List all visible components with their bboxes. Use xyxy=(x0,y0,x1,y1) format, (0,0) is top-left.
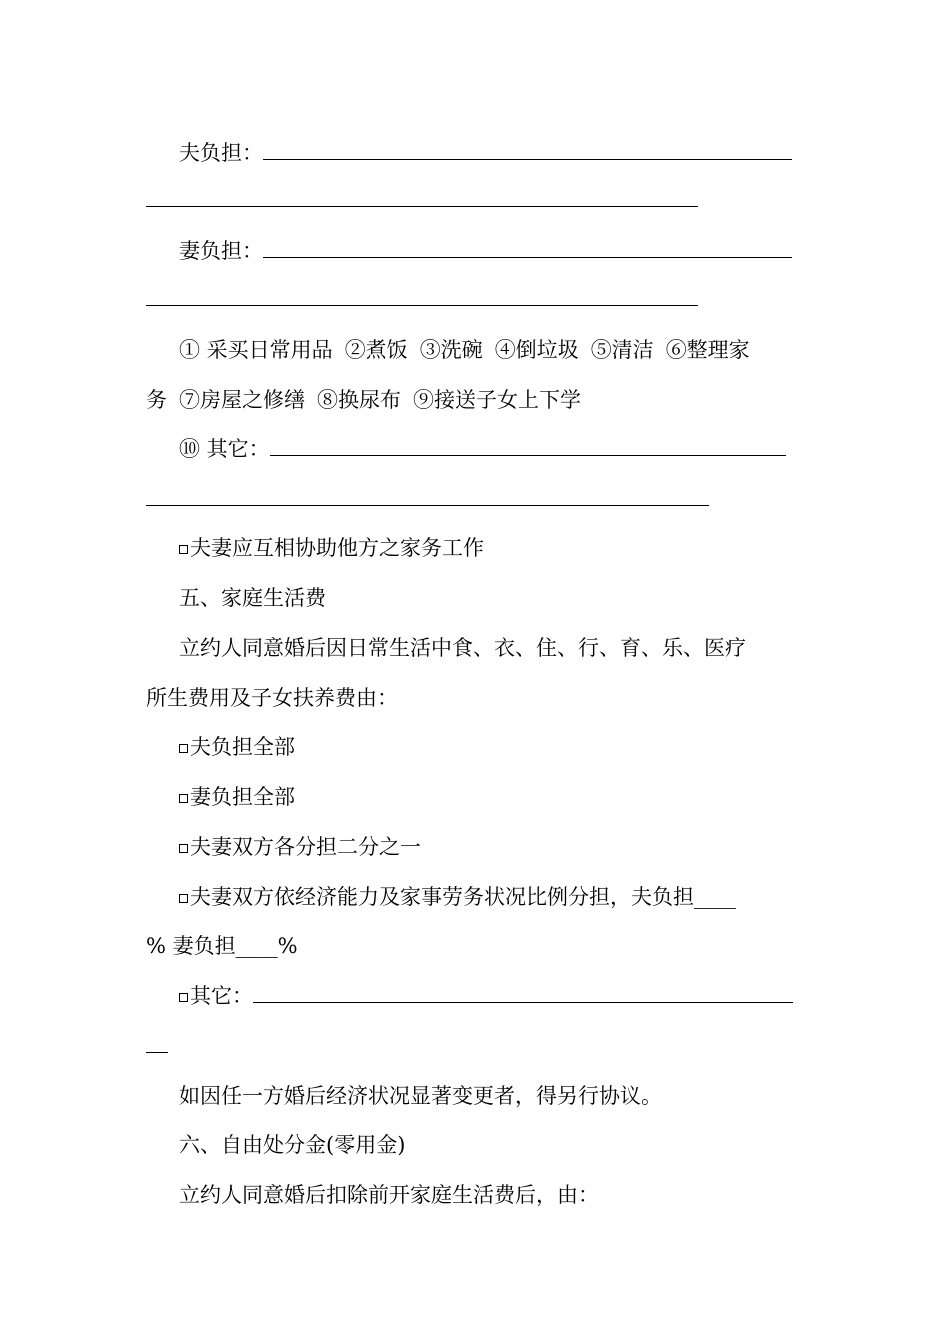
husband-chores-line xyxy=(179,138,792,168)
section5-heading: 五、家庭生活费 xyxy=(179,586,326,610)
expense-option-husband[interactable] xyxy=(179,732,295,762)
chore-item-6: ⑥整理家 xyxy=(665,338,750,362)
mutual-help-checkbox[interactable] xyxy=(179,545,188,554)
expense-other-blank[interactable] xyxy=(253,982,793,1003)
chore-item-5: ⑤清洁 xyxy=(590,338,654,362)
wife-chores-line xyxy=(179,236,792,266)
chore-item-3: ③洗碗 xyxy=(419,338,483,362)
husband-chores-blank-continued[interactable] xyxy=(146,206,698,207)
expense-other-checkbox[interactable] xyxy=(179,993,188,1002)
chore-item-1: ① 采买日常用品 xyxy=(179,338,333,362)
expense-other-blank-continued[interactable] xyxy=(146,1052,168,1053)
chore-other-label: ⑩ 其它： xyxy=(179,437,270,461)
expense-wife-checkbox[interactable] xyxy=(179,794,188,803)
expense-half-checkbox[interactable] xyxy=(179,844,188,853)
chore-item-9: ⑨接送子女上下学 xyxy=(413,388,581,412)
expense-ratio-checkbox[interactable] xyxy=(179,894,188,903)
wife-chores-blank-continued[interactable] xyxy=(146,305,698,306)
expense-half-label: 夫妻双方各分担二分之一 xyxy=(190,835,421,859)
expense-option-ratio[interactable] xyxy=(179,882,736,912)
wife-chores-blank[interactable] xyxy=(263,237,792,258)
section6-para: 立约人同意婚后扣除前开家庭生活费后，由： xyxy=(179,1183,599,1207)
expense-option-other[interactable] xyxy=(179,981,793,1011)
chore-item-8: ⑧换尿布 xyxy=(317,388,401,412)
expense-option-wife[interactable] xyxy=(179,782,295,812)
husband-chores-blank[interactable] xyxy=(263,139,792,160)
chore-list-line-1 xyxy=(179,335,750,365)
expense-wife-label: 妻负担全部 xyxy=(190,785,295,809)
chore-other-blank[interactable] xyxy=(270,435,786,456)
husband-chores-label: 夫负担： xyxy=(179,141,263,165)
mutual-help-option[interactable] xyxy=(179,533,484,563)
expense-husband-checkbox[interactable] xyxy=(179,744,188,753)
chore-item-7: ⑦房屋之修缮 xyxy=(179,388,305,412)
chore-other-blank-continued[interactable] xyxy=(146,505,709,506)
section6-heading: 六、自由处分金(零用金) xyxy=(179,1133,406,1157)
chore-list-line-2 xyxy=(146,385,581,415)
wife-chores-label: 妻负担： xyxy=(179,239,263,263)
expense-option-half[interactable] xyxy=(179,832,421,862)
section5-para-line1: 立约人同意婚后因日常生活中食、衣、住、行、育、乐、医疗 xyxy=(179,636,746,660)
chore-other-line xyxy=(179,434,786,464)
mutual-help-label: 夫妻应互相协助他方之家务工作 xyxy=(190,536,484,560)
expense-other-label: 其它： xyxy=(190,984,253,1008)
expense-ratio-line2: % 妻负担____% xyxy=(146,934,298,958)
expense-husband-label: 夫负担全部 xyxy=(190,735,295,759)
chore-item-2: ②煮饭 xyxy=(344,338,408,362)
expense-ratio-label: 夫妻双方依经济能力及家事劳务状况比例分担，夫负担____ xyxy=(190,885,736,909)
section5-note: 如因任一方婚后经济状况显著变更者，得另行协议。 xyxy=(179,1084,662,1108)
chore-item-4: ④倒垃圾 xyxy=(494,338,579,362)
chore-item-6-cont: 务 xyxy=(146,388,167,412)
section5-para-line2: 所生费用及子女扶养费由： xyxy=(146,686,398,710)
